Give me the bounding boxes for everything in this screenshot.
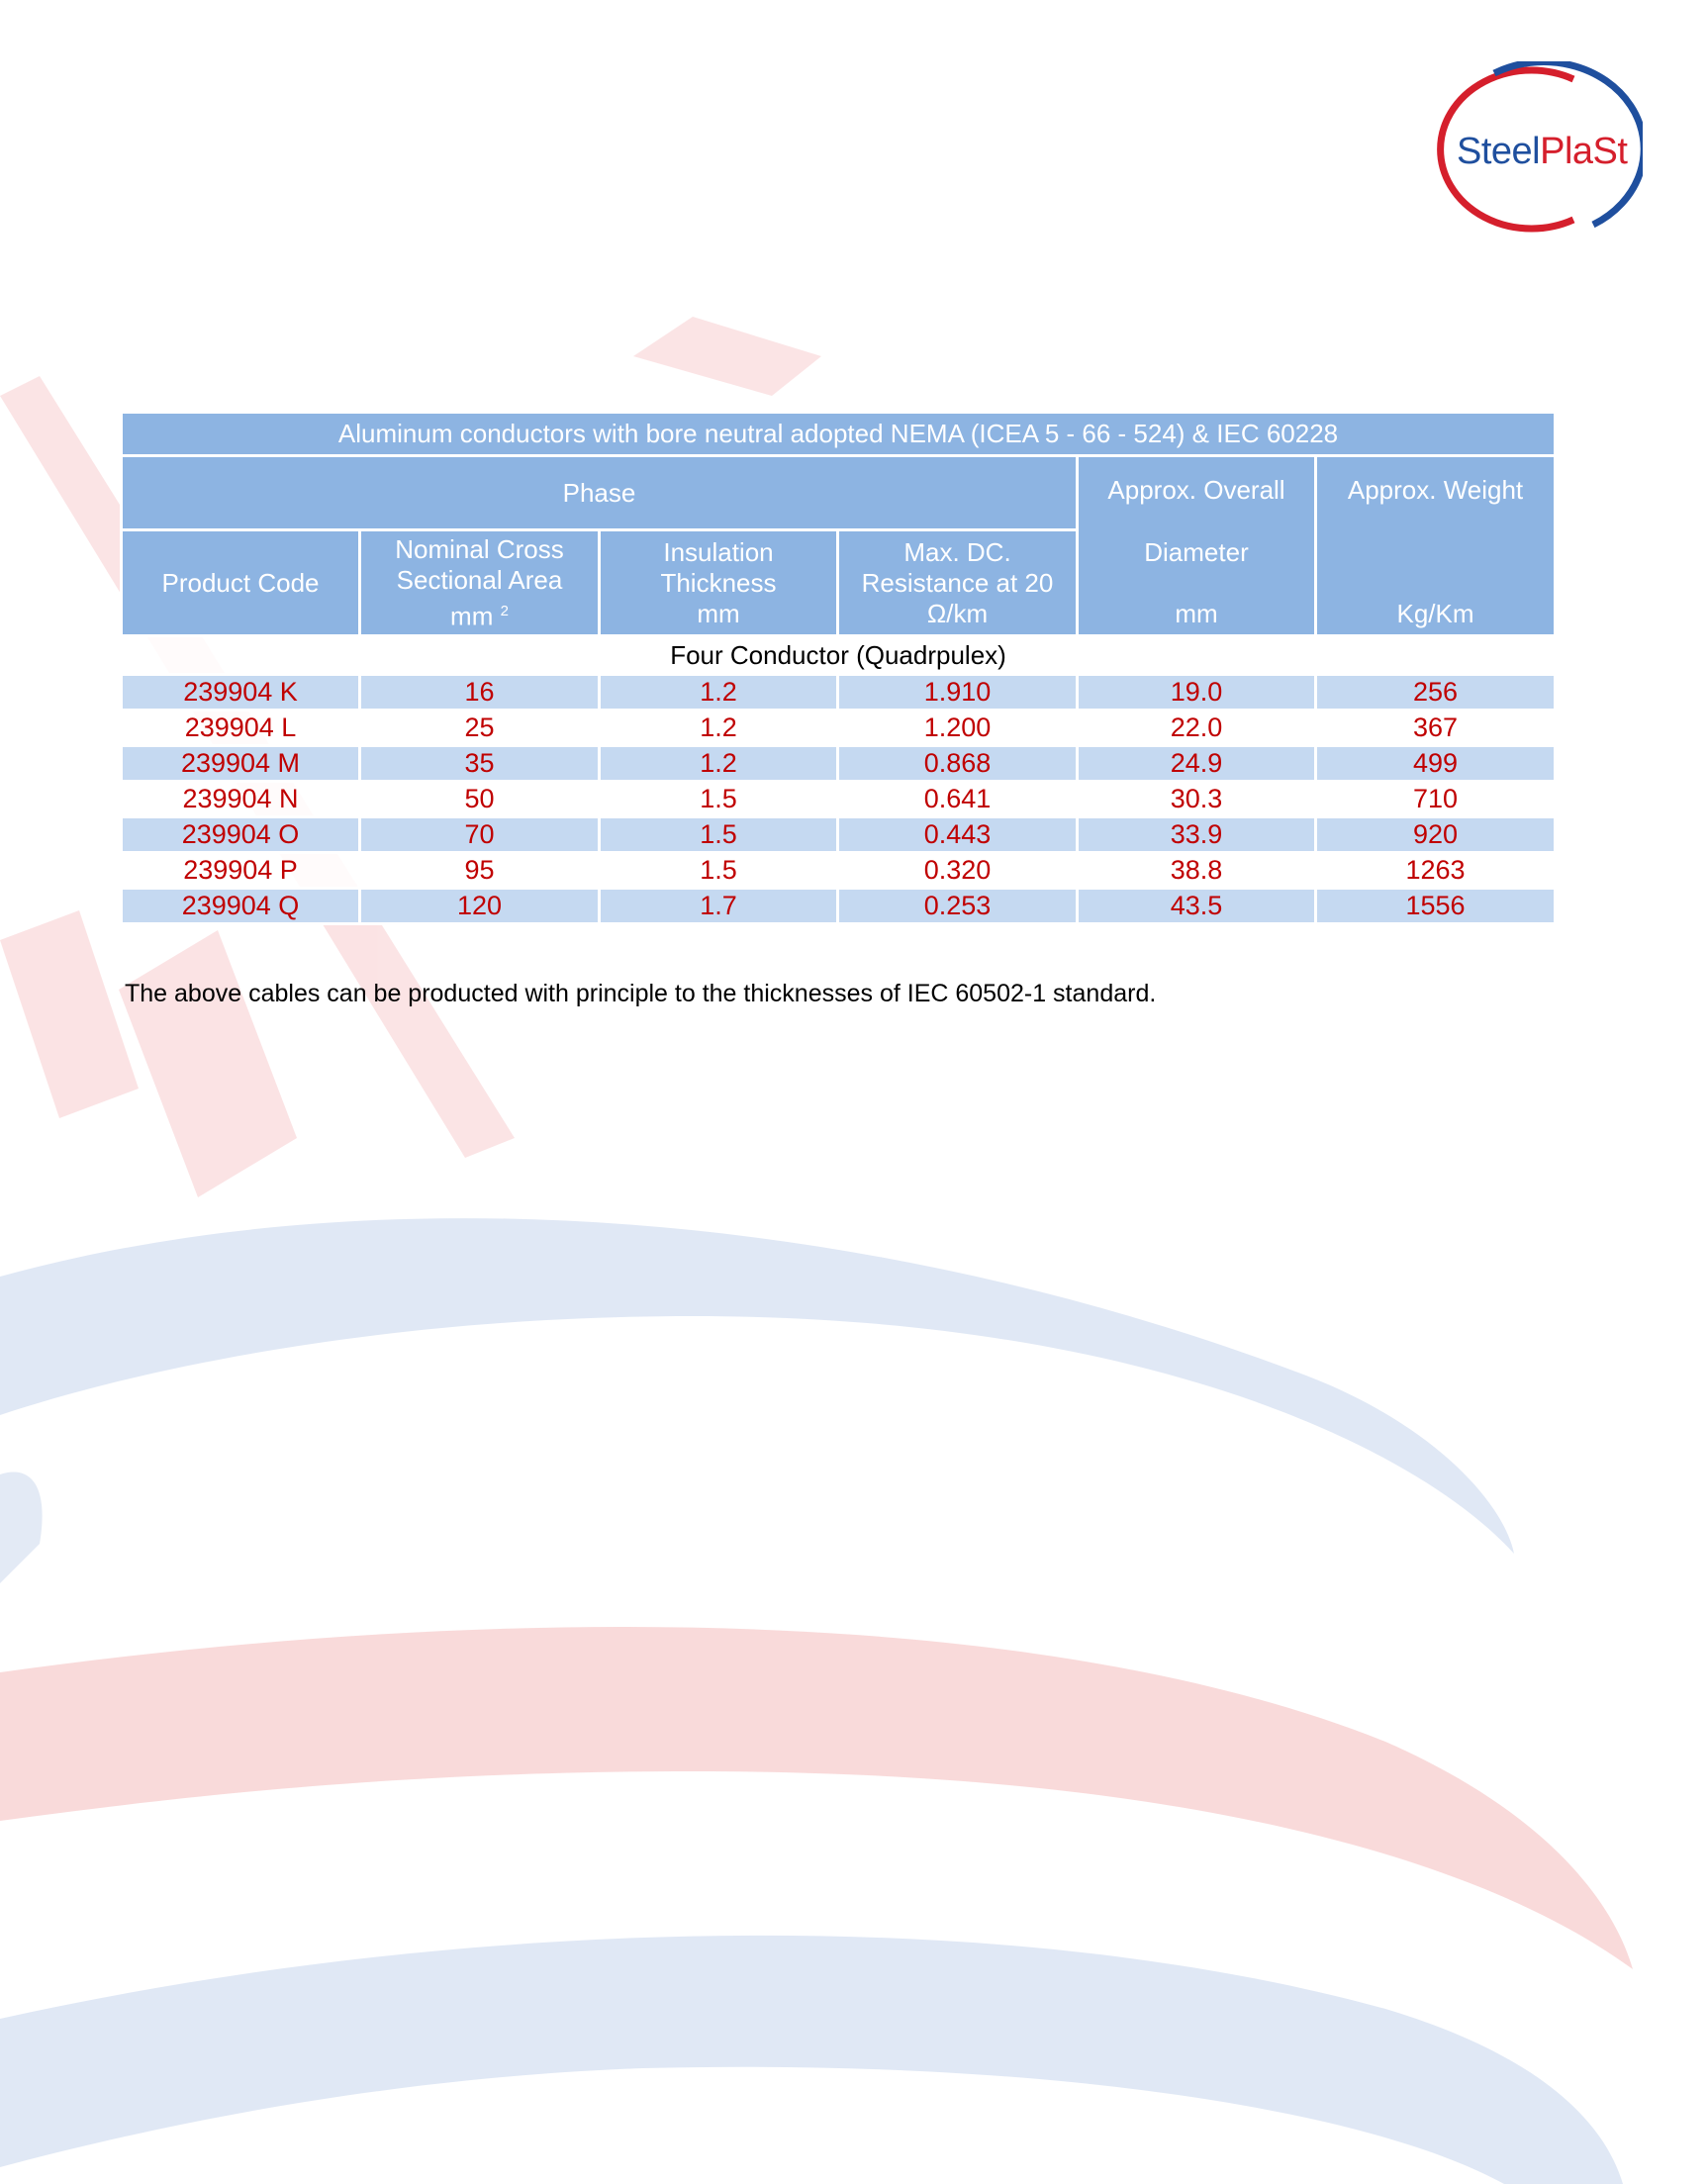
cell-weight: 499 <box>1316 746 1556 782</box>
cell-resistance: 0.320 <box>838 853 1078 889</box>
table-row <box>122 817 1556 853</box>
cell-weight: 256 <box>1316 675 1556 711</box>
cell-insulation: 1.5 <box>600 853 838 889</box>
cell-code: 239904 O <box>122 817 360 853</box>
cell-weight: 1556 <box>1316 889 1556 924</box>
cell-code: 239904 P <box>122 853 360 889</box>
cell-insulation: 1.2 <box>600 711 838 746</box>
weight-header <box>1316 456 1556 636</box>
table-row <box>122 782 1556 817</box>
cell-code: 239904 L <box>122 711 360 746</box>
cable-spec-table <box>120 411 1557 925</box>
insulation-line2: Thickness <box>660 567 777 598</box>
logo-steel-text: Steel <box>1457 131 1541 172</box>
cell-area: 95 <box>360 853 600 889</box>
weight-top: Approx. Weight <box>1347 475 1524 505</box>
cell-weight: 920 <box>1316 817 1556 853</box>
table-row <box>122 675 1556 711</box>
cell-weight: 367 <box>1316 711 1556 746</box>
table-row <box>122 746 1556 782</box>
cell-diameter: 43.5 <box>1078 889 1316 924</box>
cell-area: 50 <box>360 782 600 817</box>
cell-area: 120 <box>360 889 600 924</box>
cell-area: 35 <box>360 746 600 782</box>
cross-section-line1: Nominal Cross <box>395 533 564 564</box>
cell-diameter: 33.9 <box>1078 817 1316 853</box>
table-row <box>122 889 1556 924</box>
cell-area: 25 <box>360 711 600 746</box>
cell-diameter: 30.3 <box>1078 782 1316 817</box>
cell-insulation: 1.5 <box>600 817 838 853</box>
weight-unit: Kg/Km <box>1396 599 1474 628</box>
cell-diameter: 22.0 <box>1078 711 1316 746</box>
insulation-line3: mm <box>697 598 740 628</box>
cell-insulation: 1.2 <box>600 746 838 782</box>
insulation-line1: Insulation <box>663 536 774 567</box>
cell-code: 239904 N <box>122 782 360 817</box>
overall-diameter-header <box>1078 456 1316 636</box>
footnote: The above cables can be producted with principle to the thicknesses of IEC 60502-1 standard. <box>125 980 1157 1007</box>
overall-diameter-unit: mm <box>1175 599 1218 628</box>
cell-insulation: 1.7 <box>600 889 838 924</box>
cross-section-line2: Sectional Area <box>396 564 563 595</box>
cell-code: 239904 M <box>122 746 360 782</box>
cell-diameter: 19.0 <box>1078 675 1316 711</box>
cell-area: 16 <box>360 675 600 711</box>
cell-insulation: 1.5 <box>600 782 838 817</box>
table-row <box>122 853 1556 889</box>
resistance-line2: Resistance at 20 <box>861 567 1054 598</box>
cell-resistance: 0.253 <box>838 889 1078 924</box>
overall-diameter-top: Approx. Overall <box>1107 475 1285 505</box>
cell-diameter: 38.8 <box>1078 853 1316 889</box>
cross-section-unit: mm <box>450 601 494 631</box>
cross-section-header <box>360 530 600 636</box>
cell-resistance: 0.641 <box>838 782 1078 817</box>
table-row <box>122 711 1556 746</box>
cross-section-superscript: 2 <box>500 602 509 619</box>
cell-weight: 1263 <box>1316 853 1556 889</box>
cell-resistance: 1.200 <box>838 711 1078 746</box>
cell-resistance: 0.868 <box>838 746 1078 782</box>
cell-diameter: 24.9 <box>1078 746 1316 782</box>
logo-plast-text: PlaSt <box>1540 131 1628 172</box>
table-body <box>122 675 1556 924</box>
cell-code: 239904 Q <box>122 889 360 924</box>
product-code-header: Product Code <box>122 530 360 636</box>
cell-insulation: 1.2 <box>600 675 838 711</box>
insulation-header <box>600 530 838 636</box>
steelplast-logo <box>1425 61 1643 239</box>
section-label: Four Conductor (Quadrpulex) <box>122 636 1556 675</box>
cell-resistance: 1.910 <box>838 675 1078 711</box>
resistance-line1: Max. DC. <box>903 536 1011 567</box>
cell-weight: 710 <box>1316 782 1556 817</box>
cross-section-line3 <box>361 596 598 632</box>
resistance-line3: Ω/km <box>926 598 989 628</box>
table-title: Aluminum conductors with bore neutral adopted NEMA (ICEA 5 - 66 - 524) & IEC 60228 <box>122 413 1556 456</box>
resistance-header <box>838 530 1078 636</box>
logo-wordmark <box>1457 131 1627 173</box>
cell-resistance: 0.443 <box>838 817 1078 853</box>
phase-header: Phase <box>122 456 1078 530</box>
cell-code: 239904 K <box>122 675 360 711</box>
cell-area: 70 <box>360 817 600 853</box>
overall-diameter-middle: Diameter <box>1144 536 1249 567</box>
